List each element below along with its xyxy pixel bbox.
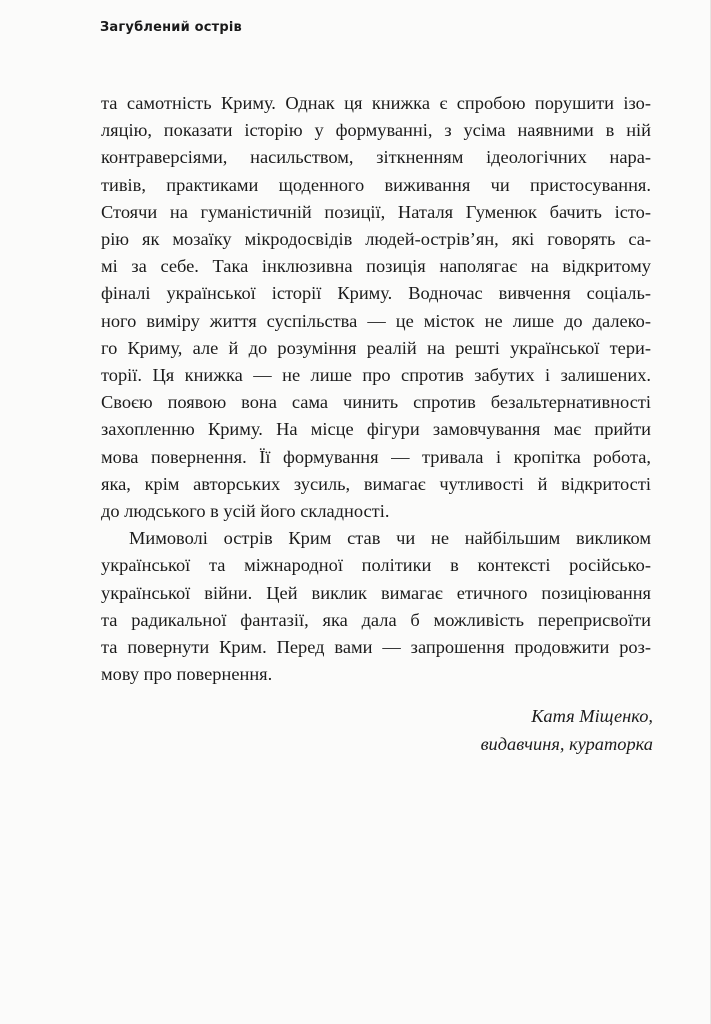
text-line: тивів, практиками щоденного виживання чи пристосування. bbox=[101, 174, 651, 195]
body-text bbox=[101, 90, 651, 688]
text-line: Стоячи на гуманістичній позиції, Наталя Гуменюк бачить істо- bbox=[101, 201, 651, 222]
text-line: Своєю появою вона сама чинить спротив безальтернативності bbox=[101, 392, 651, 413]
text-line: ляцію, показати історію у формуванні, з усіма наявними в ній bbox=[101, 120, 651, 141]
text-line: до людського в усій його складності. bbox=[101, 501, 390, 522]
text-line: Мимоволі острів Крим став чи не найбільшим викликом bbox=[129, 528, 651, 549]
text-line: го Криму, але й до розуміння реалій на решті української тери- bbox=[101, 337, 651, 358]
text-line: та повернути Крим. Перед вами — запрошення продовжити роз- bbox=[101, 637, 651, 658]
paragraph-2 bbox=[101, 525, 651, 688]
text-line: мі за себе. Така інклюзивна позиція наполягає на відкритому bbox=[101, 256, 651, 277]
text-line: мову про повернення. bbox=[101, 664, 273, 685]
text-line: української війни. Цей виклик вимагає етичного позиціювання bbox=[101, 582, 651, 603]
text-line: торії. Ця книжка — не лише про спротив забутих і залишених. bbox=[101, 365, 651, 386]
signature-role: видавчиня, кураторка bbox=[480, 734, 653, 754]
paragraph-1 bbox=[101, 90, 651, 525]
text-line: мова повернення. Її формування — тривала і кропітка робота, bbox=[101, 446, 651, 467]
running-header: Загублений острів bbox=[100, 20, 242, 35]
text-line: захопленню Криму. На місце фігури замовчування має прийти bbox=[101, 419, 651, 440]
signature-name: Катя Міщенко, bbox=[531, 706, 653, 726]
text-line: та самотність Криму. Однак ця книжка є спробою порушити ізо- bbox=[101, 93, 651, 113]
text-line: контраверсіями, насильством, зіткненням ідеологічних нара- bbox=[101, 147, 651, 168]
text-line: фіналі української історії Криму. Водночас вивчення соціаль- bbox=[101, 283, 651, 304]
text-line: яка, крім авторських зусиль, вимагає чутливості й відкритості bbox=[101, 473, 651, 494]
text-line: ного виміру життя суспільства — це місток не лише до далеко- bbox=[101, 310, 651, 331]
text-line: рію як мозаїку мікродосвідів людей-острів’ян, які говорять са- bbox=[101, 229, 651, 250]
text-line: та радикальної фантазії, яка дала б можливість переприсвоїти bbox=[101, 609, 651, 630]
text-line: української та міжнародної політики в контексті російсько- bbox=[101, 555, 651, 576]
signature bbox=[481, 702, 653, 758]
